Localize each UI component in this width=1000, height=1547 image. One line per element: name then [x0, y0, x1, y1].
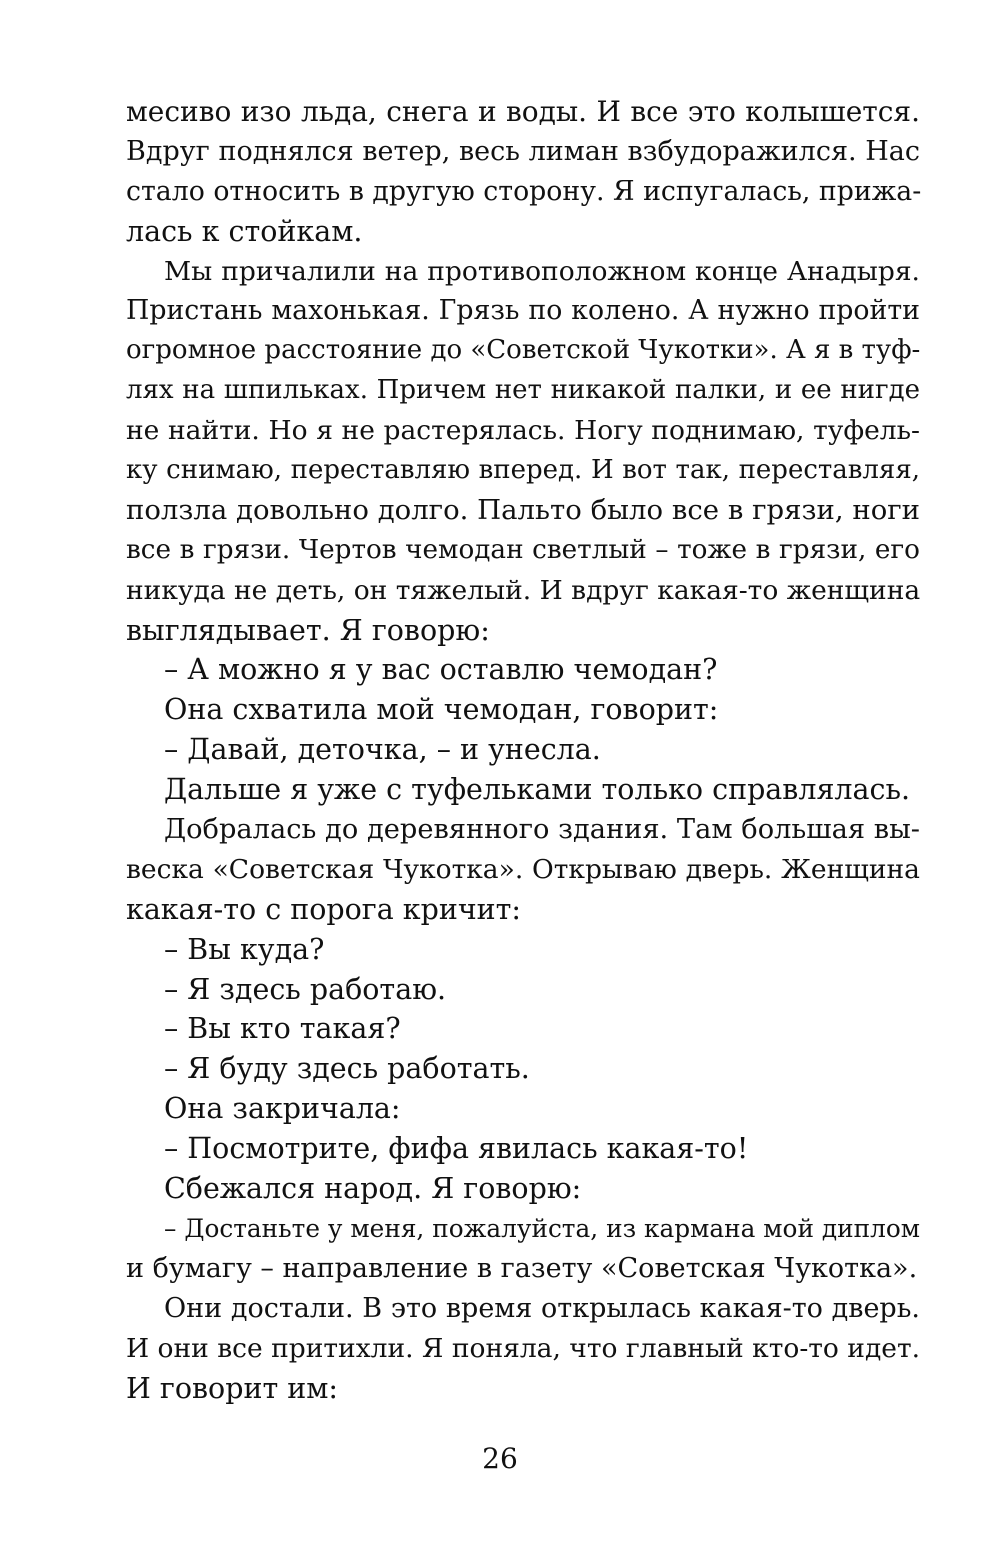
text-line: – Вы кто такая?: [164, 1012, 401, 1046]
text-line: ползла довольно долго. Пальто было все в грязи, ноги: [126, 493, 920, 526]
dialogue-paragraph: [126, 1049, 920, 1089]
text-line: Она схватила мой чемодан, говорит:: [164, 693, 719, 727]
text-paragraph: [126, 1289, 920, 1409]
text-line: выглядывает. Я говорю:: [126, 613, 490, 647]
text-line: – Я буду здесь работать.: [164, 1052, 530, 1086]
text-line: ку снимаю, переставляю вперед. И вот так, переставляя,: [126, 455, 920, 486]
text-line: И они все притихли. Я поняла, что главный кто-то идет.: [126, 1332, 921, 1364]
dialogue-paragraph: [126, 1129, 920, 1169]
dialogue-paragraph: [126, 650, 920, 690]
text-line: веска «Советская Чукотка». Открываю дверь. Женщина: [126, 853, 920, 885]
text-line: все в грязи. Чертов чемодан светлый – тоже в грязи, его: [126, 534, 920, 565]
dialogue-paragraph: [126, 1009, 920, 1049]
text-line: Сбежался народ. Я говорю:: [164, 1172, 582, 1206]
dialogue-paragraph: [126, 1089, 920, 1129]
dialogue-paragraph: [126, 1209, 920, 1289]
text-line: Она закричала:: [164, 1092, 401, 1126]
text-line: И говорит им:: [126, 1371, 339, 1405]
text-line: – Я здесь работаю.: [164, 972, 447, 1006]
text-line: стало относить в другую сторону. Я испугалась, прижа-: [126, 175, 922, 207]
text-line: – Достаньте у меня, пожалуйста, из кармана мой диплом: [164, 1213, 920, 1243]
text-line: не найти. Но я не растерялась. Ногу поднимаю, туфель-: [126, 415, 920, 447]
text-line: лась к стойкам.: [126, 214, 363, 248]
text-line: Добралась до деревянного здания. Там большая вы-: [164, 814, 920, 846]
text-line: Они достали. В это время открылась какая-то дверь.: [164, 1292, 920, 1324]
text-line: огромное расстояние до «Советской Чукотки». А я в туф-: [126, 335, 921, 366]
text-line: Мы причалили на противоположном конце Анадыря.: [164, 255, 920, 287]
text-paragraph: [126, 810, 920, 930]
page-body-text: [126, 92, 920, 1408]
text-line: Пристань махонькая. Грязь по колено. А нужно пройти: [126, 295, 920, 327]
text-line: – Вы куда?: [164, 932, 325, 966]
page-number: 26: [482, 1442, 518, 1475]
text-line: никуда не деть, он тяжелый. И вдруг какая-то женщина: [126, 574, 921, 606]
text-paragraph: [126, 92, 920, 252]
text-line: – А можно я у вас оставлю чемодан?: [164, 653, 718, 687]
dialogue-paragraph: [126, 690, 920, 730]
dialogue-paragraph: [126, 730, 920, 770]
text-line: Вдруг поднялся ветер, весь лиман взбудоражился. Нас: [126, 135, 920, 167]
text-line: месиво изо льда, снега и воды. И все это колышется.: [126, 95, 920, 128]
text-line: Дальше я уже с туфельками только справлялась.: [164, 773, 911, 807]
dialogue-paragraph: [126, 970, 920, 1010]
text-line: и бумагу – направление в газету «Советская Чукотка».: [126, 1252, 918, 1284]
dialogue-paragraph: [126, 770, 920, 810]
text-paragraph: [126, 252, 920, 651]
text-line: – Давай, деточка, – и унесла.: [164, 733, 601, 767]
dialogue-paragraph: [126, 1169, 920, 1209]
text-line: – Посмотрите, фифа явилась какая-то!: [164, 1132, 749, 1166]
text-line: какая-то с порога кричит:: [126, 892, 522, 926]
dialogue-paragraph: [126, 930, 920, 970]
text-line: лях на шпильках. Причем нет никакой палки, и ее нигде: [126, 375, 920, 406]
